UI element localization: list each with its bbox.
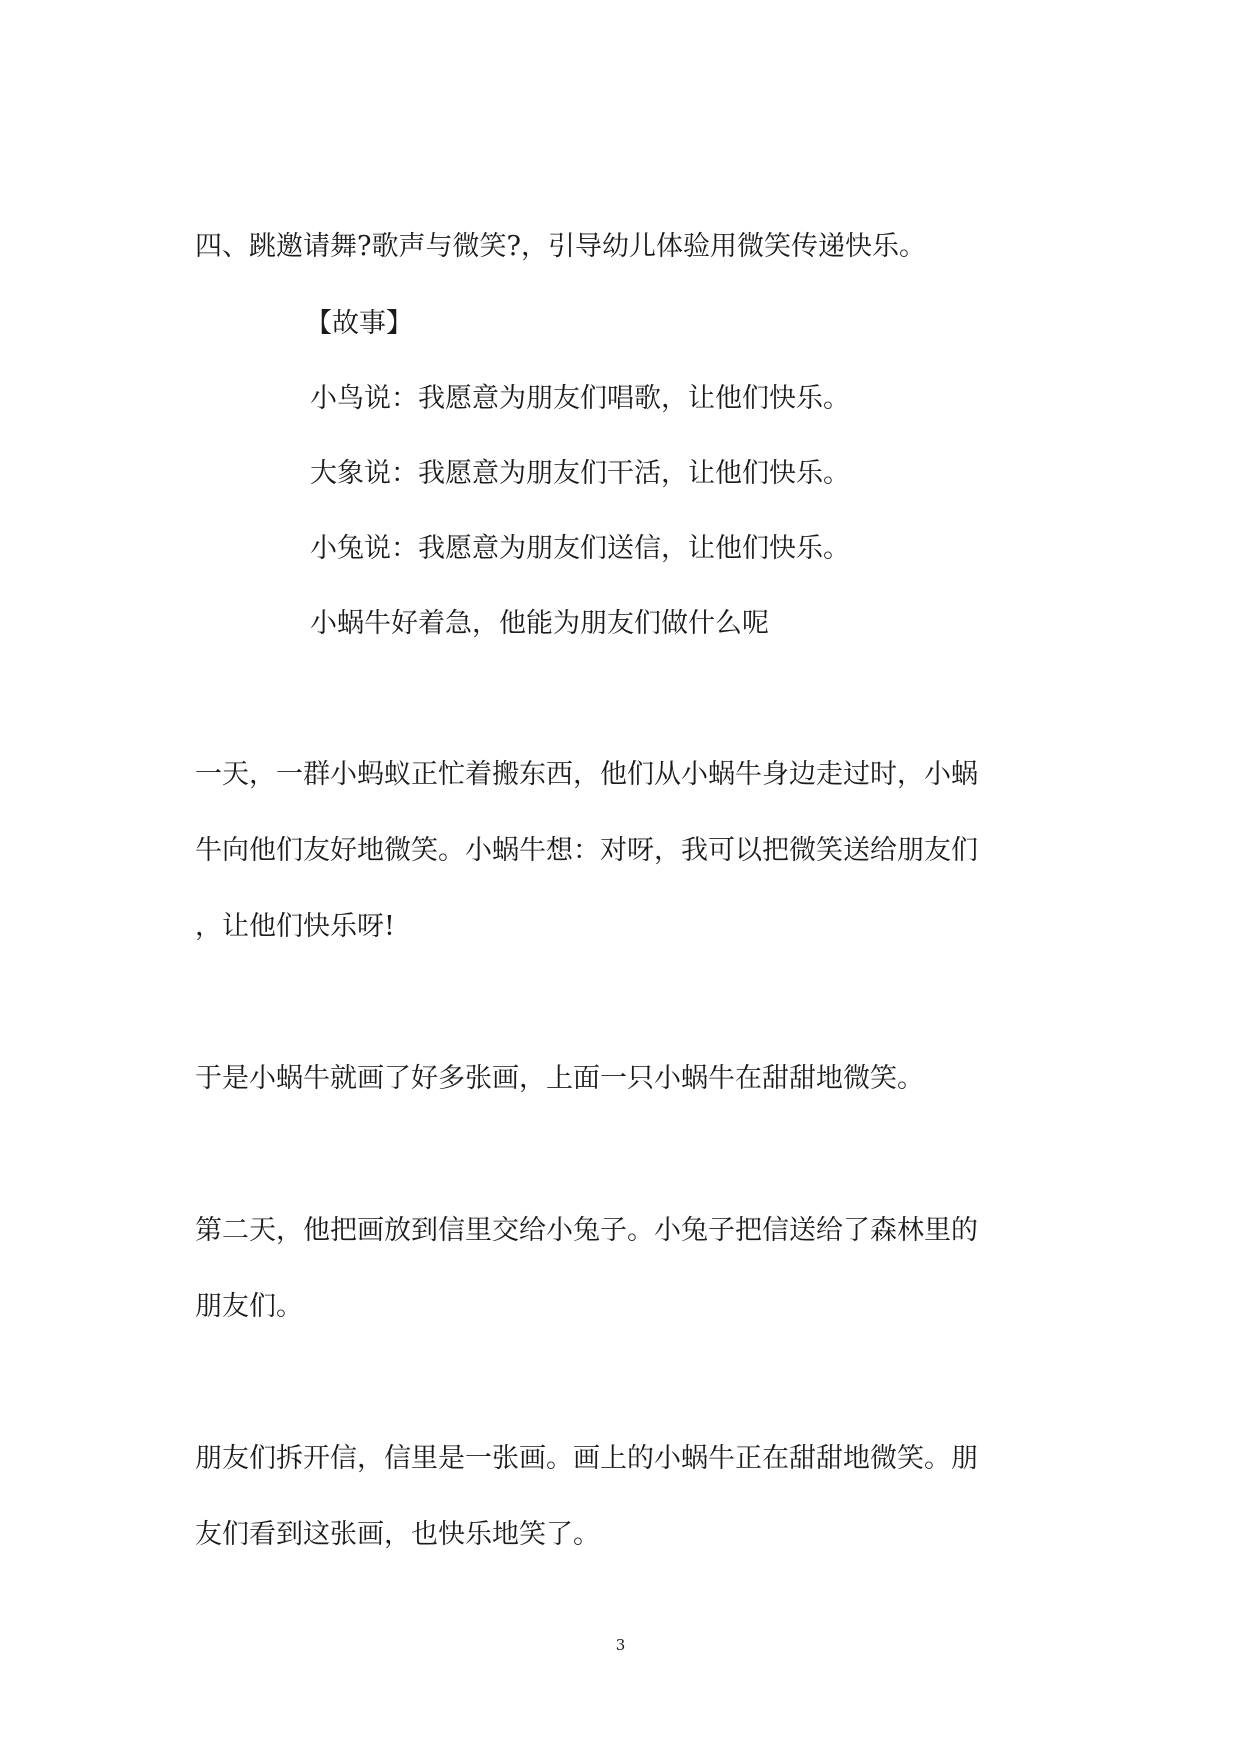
paragraph-line: 朋友们拆开信，信里是一张画。画上的小蜗牛正在甜甜地微笑。朋 [195,1443,978,1474]
paragraph-line: ，让他们快乐呀! [195,911,395,942]
story-line: 大象说：我愿意为朋友们干活，让他们快乐。 [310,458,850,489]
page-number: 3 [615,1636,626,1654]
paragraph-line: 友们看到这张画，也快乐地笑了。 [195,1519,600,1550]
story-line: 小鸟说：我愿意为朋友们唱歌，让他们快乐。 [310,383,850,414]
paragraph-line: 一天，一群小蚂蚁正忙着搬东西，他们从小蜗牛身边走过时，小蜗 [195,759,978,790]
story-line: 小蜗牛好着急，他能为朋友们做什么呢 [310,608,769,639]
section-heading: 四、跳邀请舞?歌声与微笑?，引导幼儿体验用微笑传递快乐。 [195,231,926,262]
paragraph-line: 第二天，他把画放到信里交给小兔子。小兔子把信送给了森林里的 [195,1215,978,1246]
story-label: 【故事】 [305,308,413,339]
paragraph-line: 朋友们。 [195,1291,303,1322]
paragraph-line: 牛向他们友好地微笑。小蜗牛想：对呀，我可以把微笑送给朋友们 [195,835,978,866]
paragraph-line: 于是小蜗牛就画了好多张画，上面一只小蜗牛在甜甜地微笑。 [195,1063,924,1094]
story-line: 小兔说：我愿意为朋友们送信，让他们快乐。 [310,533,850,564]
